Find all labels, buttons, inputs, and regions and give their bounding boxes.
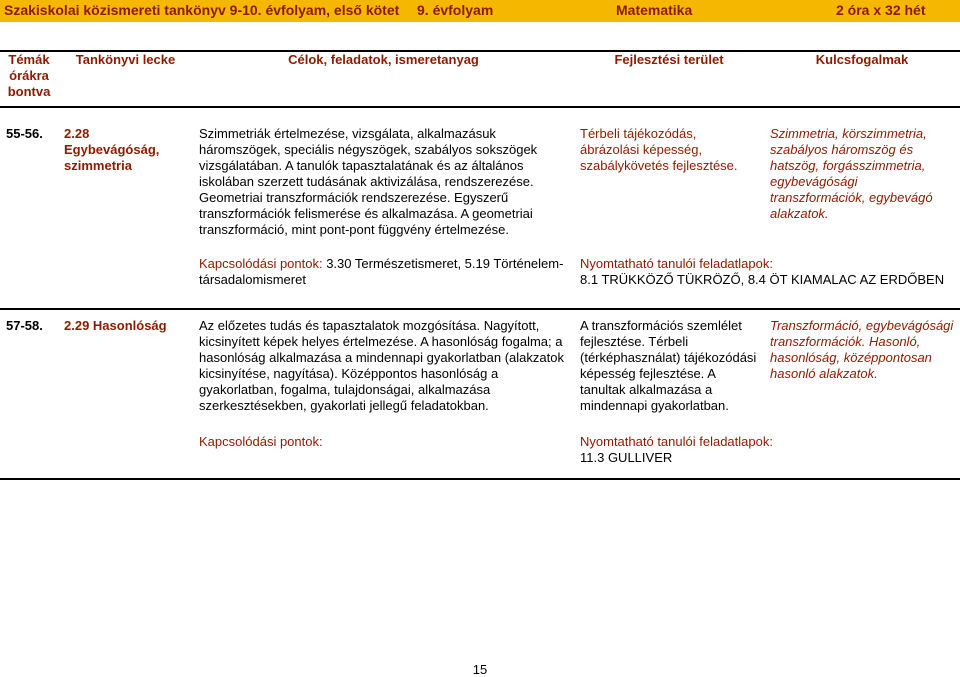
book-title: Szakiskolai közismereti tankönyv 9-10. évfolyam, első kötet — [4, 2, 400, 18]
hours-label: 2 óra x 32 hét — [836, 2, 926, 18]
col-lesson-header: Tankönyvi lecke — [75, 52, 176, 67]
links-label: Kapcsolódási pontok: — [199, 434, 323, 449]
row-lesson: 2.28 Egybevágóság, szimmetria — [64, 126, 160, 173]
table-row-links — [0, 238, 960, 309]
row-printables — [574, 238, 960, 309]
table-header — [0, 51, 960, 107]
row-printables — [574, 414, 960, 479]
subject-label: Matematika — [616, 2, 693, 18]
row-links — [193, 238, 574, 309]
row-hours: 57-58. — [6, 318, 43, 333]
table-row — [0, 309, 960, 414]
col-goals-header: Célok, feladatok, ismeretanyag — [288, 52, 479, 67]
printables-label: Nyomtatható tanulói feladatlapok: — [580, 434, 773, 449]
grade-label: 9. évfolyam — [417, 2, 494, 18]
table-row-links — [0, 414, 960, 479]
col-development-header: Fejlesztési terület — [614, 52, 724, 67]
row-keywords: Transzformáció, egybevágósági transzformációk. Hasonló, hasonlóság, középpontosan hasonló alakzatok. — [770, 318, 954, 381]
col-keywords-header: Kulcsfogalmak — [815, 52, 909, 67]
row-goals: Az előzetes tudás és tapasztalatok mozgósítása. Nagyított, kicsinyített képek helyes értelmezése. A hasonlóság fogalma; a hasonlóság alkalmazása a mindennapi gyakorlatban (alakzatok kicsinyítése, nagyítása). Középpontos hasonlóság a gyakorlatban, fogalma, tulajdonságai, alkalmazása szerkesztésekben, gyakorlati jellegű feladatokban. — [199, 318, 564, 413]
printables-label: Nyomtatható tanulói feladatlapok: — [580, 256, 773, 271]
curriculum-table — [0, 50, 960, 480]
printables-text: 11.3 GULLIVER — [580, 450, 673, 465]
links-label: Kapcsolódási pontok: — [199, 256, 323, 271]
row-development: Térbeli tájékozódás, ábrázolási képesség, szabálykövetés fejlesztése. — [580, 126, 738, 173]
col-hours-header: Témák órákra bontva — [7, 52, 51, 99]
row-links — [193, 414, 574, 479]
row-keywords: Szimmetria, körszimmetria, szabályos háromszög és hatszög, forgásszimmetria, egybevágósági transzformációk, egybevágó alakzatok. — [770, 126, 933, 221]
top-banner — [0, 0, 960, 22]
row-lesson: 2.29 Hasonlóság — [64, 318, 167, 333]
page-number: 15 — [472, 662, 488, 677]
printables-text: 8.1 TRÜKKÖZŐ TÜKRÖZŐ, 8.4 ÖT KIAMALAC AZ ERDŐBEN — [580, 272, 945, 287]
table-row — [0, 107, 960, 238]
row-hours: 55-56. — [6, 126, 43, 141]
row-goals: Szimmetriák értelmezése, vizsgálata, alkalmazásuk háromszögek, speciális négyszögek, szabályos sokszögek vizsgálatában. A tanulók tapasztalatának és az általános iskolában szerzett tudásának aktivizálása, rendszerezése. Geometriai transzformációk rendszerezése. Egyszerű transzformációk felismerése és alkalmazása. A geometriai transzformáció, mint pont-pont függvény értelmezése. — [199, 126, 538, 237]
row-development: A transzformációs szemlélet fejlesztése. Térbeli (térképhasználat) tájékozódási képesség fejlesztése. A tanultak alkalmazása a mindennapi gyakorlatban. — [580, 318, 757, 413]
links-text: 3.30 Természetismeret, 5.19 Történelem-társadalomismeret — [199, 256, 564, 287]
